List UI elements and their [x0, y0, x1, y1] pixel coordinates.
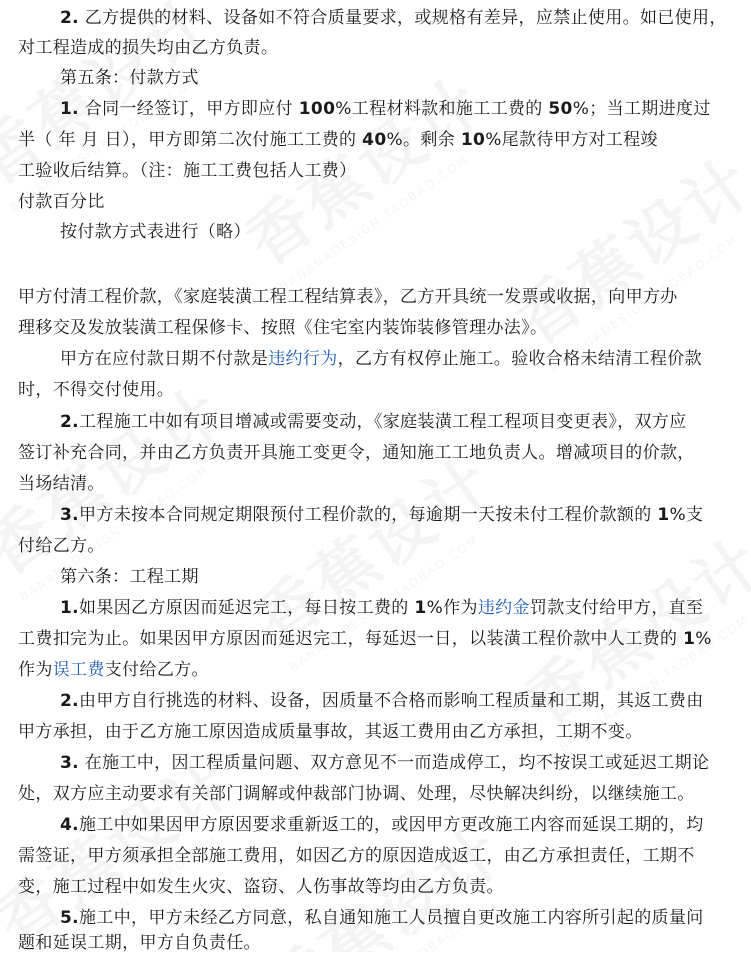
settlement-line-1: 甲方付清工程价款，《家庭装潢工程工程结算表》，乙方开具统一发票或收据，向甲方办	[18, 287, 678, 307]
schedule-item-2-line-1: 2.由甲方自行挑选的材料、设备，因质量不合格而影响工程质量和工期，其返工费由	[60, 691, 704, 711]
payment-item-1-line-3: 工验收后结算。（注：施工工费包括人工费）	[18, 161, 357, 181]
penalty-link[interactable]: 违约金	[477, 598, 530, 618]
schedule-item-4-line-1: 4.施工中如果因甲方原因要求重新返工的，或因甲方更改施工内容而延误工期的，均	[60, 815, 704, 835]
breach-line-1: 甲方在应付款日期不付款是违约行为，乙方有权停止施工。验收合格未结清工程价款	[60, 349, 702, 369]
late-payment-item-3-line-1: 3.甲方未按本合同规定期限预付工程价款的，每逾期一天按未付工程价款额的 1%支	[60, 505, 704, 525]
settlement-line-2: 理移交及发放装潢工程保修卡、按照《住宅室内装饰装修管理办法》。	[18, 318, 548, 338]
breach-line-2: 时，不得交付使用。	[18, 380, 175, 400]
payment-item-1-line-1: 1. 合同一经签订，甲方即应付 100%工程材料款和施工工费的 50%；当工期进度过	[60, 99, 711, 119]
clause-5-item-2-line-1: 2. 乙方提供的材料、设备如不符合质量要求，或规格有差异，应禁止使用。如已使用，	[60, 8, 727, 28]
schedule-item-5-line-2: 题和延误工期，甲方自负责任。	[18, 933, 261, 953]
schedule-item-3-line-1: 3. 在施工中，因工程质量问题、双方意见不一而造成停工，均不按误工或延迟工期论	[60, 753, 710, 773]
change-item-2-line-2: 签订补充合同，并由乙方负责开具施工变更令，通知施工工地负责人。增减项目的价款，	[18, 443, 695, 463]
schedule-item-5-line-1: 5.施工中，甲方未经乙方同意，私自通知施工人员擅自更改施工内容所引起的质量问	[60, 908, 704, 928]
schedule-item-1-line-1: 1.如果因乙方原因而延迟完工，每日按工费的 1%作为违约金罚款支付给甲方，直至	[60, 598, 704, 618]
schedule-item-2-line-2: 甲方承担，由于乙方施工原因造成质量事故，其返工费用由乙方承担，工期不变。	[18, 722, 643, 742]
late-payment-item-3-line-2: 付给乙方。	[18, 536, 105, 556]
payment-table-note: 按付款方式表进行（略）	[60, 222, 251, 242]
payment-item-1-line-2: 半（ 年 月 日），甲方即第二次付施工工费的 40%。剩余 10%尾款待甲方对工程竣	[18, 130, 658, 150]
payment-percentage-label: 付款百分比	[18, 192, 105, 212]
article-6-heading: 第六条：工程工期	[60, 567, 199, 587]
schedule-item-4-line-3: 变，施工过程中如发生火灾、盗窃、人伤事故等均由乙方负责。	[18, 877, 504, 897]
article-5-heading: 第五条：付款方式	[60, 68, 199, 88]
clause-5-item-2-line-2: 对工程造成的损失均由乙方负责。	[18, 38, 279, 58]
breach-link[interactable]: 违约行为	[268, 349, 338, 369]
change-item-2-line-3: 当场结清。	[18, 474, 105, 494]
schedule-item-3-line-2: 处，双方应主动要求有关部门调解或仲裁部门协调、处理，尽快解决纠纷，以继续施工。	[18, 784, 695, 804]
schedule-item-4-line-2: 需签证，甲方须承担全部施工费用，如因乙方的原因造成返工，由乙方承担责任，工期不	[18, 846, 695, 866]
change-item-2-line-1: 2.工程施工中如有项目增减或需要变动，《家庭装潢工程工程项目变更表》，双方应	[60, 412, 687, 432]
delay-fee-link[interactable]: 误工费	[52, 660, 105, 680]
schedule-item-1-line-3: 作为误工费支付给乙方。	[18, 660, 209, 680]
schedule-item-1-line-2: 工费扣完为止。如果因甲方原因而延迟完工，每延迟一日，以装潢工程价款中人工费的 1%	[18, 629, 712, 649]
